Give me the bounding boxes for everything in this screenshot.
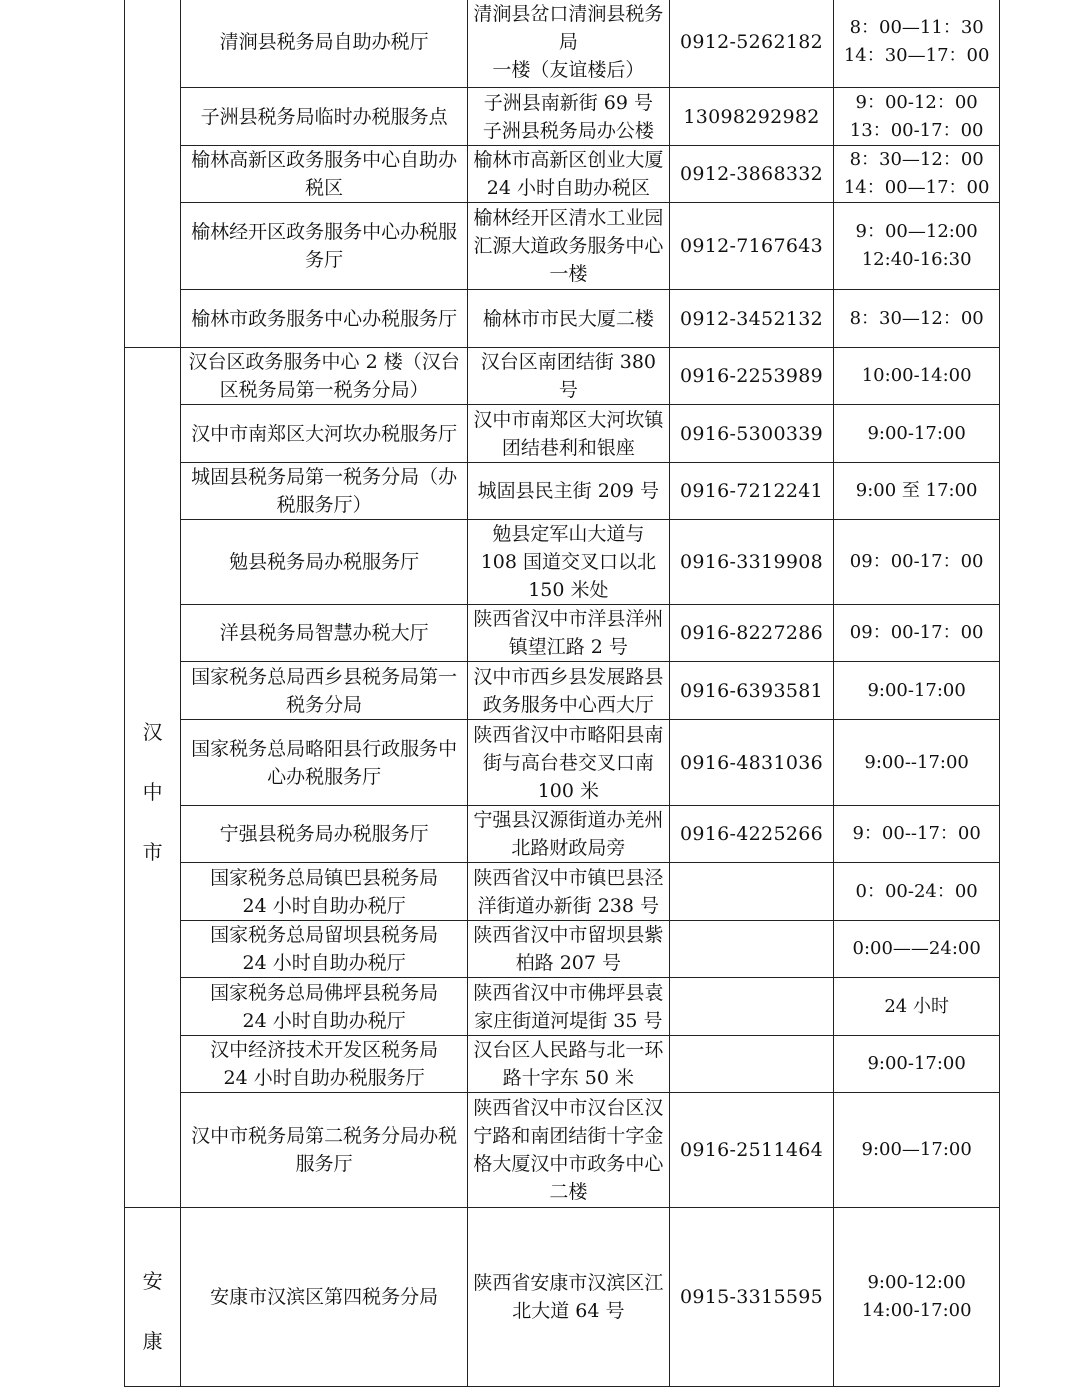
office-name: 国家税务总局镇巴县税务局 24 小时自助办税厅 bbox=[181, 863, 468, 921]
office-phone: 0912-3452132 bbox=[669, 290, 834, 348]
office-phone: 0916-8227286 bbox=[669, 605, 834, 662]
office-hours: 9：00—12:00 12:40-16:30 bbox=[834, 203, 1000, 290]
office-name: 国家税务总局留坝县税务局 24 小时自助办税厅 bbox=[181, 921, 468, 978]
tax-office-table-container bbox=[124, 0, 1000, 1387]
office-hours: 10:00-14:00 bbox=[834, 348, 1000, 405]
office-address: 陕西省汉中市留坝县紫柏路 207 号 bbox=[467, 921, 669, 978]
office-hours: 9:00-12:00 14:00-17:00 bbox=[834, 1208, 1000, 1387]
office-phone bbox=[669, 1036, 834, 1093]
office-phone: 0916-2253989 bbox=[669, 348, 834, 405]
office-address: 陕西省汉中市佛坪县袁家庄街道河堤街 35 号 bbox=[467, 978, 669, 1036]
office-name: 清涧县税务局自助办税厅 bbox=[181, 0, 468, 88]
office-address: 城固县民主街 209 号 bbox=[467, 463, 669, 520]
office-hours: 09：00-17：00 bbox=[834, 605, 1000, 662]
office-phone: 0916-2511464 bbox=[669, 1093, 834, 1208]
office-name: 汉中经济技术开发区税务局 24 小时自助办税服务厅 bbox=[181, 1036, 468, 1093]
office-hours: 0:00——24:00 bbox=[834, 921, 1000, 978]
office-hours: 9:00-17:00 bbox=[834, 405, 1000, 463]
city-char: 市 bbox=[142, 839, 163, 864]
office-name: 国家税务总局佛坪县税务局 24 小时自助办税厅 bbox=[181, 978, 468, 1036]
table-row bbox=[125, 978, 1000, 1036]
office-hours: 9：00--17：00 bbox=[834, 806, 1000, 863]
city-cell-ankang bbox=[125, 1208, 181, 1387]
office-address: 汉中市西乡县发展路县政务服务中心西大厅 bbox=[467, 662, 669, 720]
office-address: 陕西省汉中市略阳县南街与高台巷交叉口南 100 米 bbox=[467, 720, 669, 806]
city-char: 中 bbox=[142, 779, 163, 804]
office-phone bbox=[669, 921, 834, 978]
table-row bbox=[125, 88, 1000, 146]
office-phone: 0916-3319908 bbox=[669, 520, 834, 605]
table-row bbox=[125, 0, 1000, 88]
office-address: 汉台区南团结街 380 号 bbox=[467, 348, 669, 405]
city-cell-hanzhong bbox=[125, 348, 181, 1208]
office-phone: 0915-3315595 bbox=[669, 1208, 834, 1387]
office-address: 陕西省汉中市汉台区汉宁路和南团结街十字金格大厦汉中市政务中心二楼 bbox=[467, 1093, 669, 1208]
city-name-vertical bbox=[143, 1236, 163, 1386]
table-row bbox=[125, 463, 1000, 520]
city-char: 汉 bbox=[142, 719, 163, 744]
table-row bbox=[125, 203, 1000, 290]
office-hours: 24 小时 bbox=[834, 978, 1000, 1036]
table-row bbox=[125, 1036, 1000, 1093]
office-name: 榆林高新区政务服务中心自助办税区 bbox=[181, 146, 468, 203]
office-hours: 9:00-17:00 bbox=[834, 662, 1000, 720]
office-phone: 0916-6393581 bbox=[669, 662, 834, 720]
office-phone: 0916-7212241 bbox=[669, 463, 834, 520]
office-hours: 8：00—11：30 14：30—17：00 bbox=[834, 0, 1000, 88]
city-cell bbox=[125, 0, 181, 348]
office-hours: 09：00-17：00 bbox=[834, 520, 1000, 605]
table-row bbox=[125, 1208, 1000, 1387]
office-address: 清涧县岔口清涧县税务局 一楼（友谊楼后） bbox=[467, 0, 669, 88]
office-address: 汉台区人民路与北一环路十字东 50 米 bbox=[467, 1036, 669, 1093]
office-phone: 0916-4831036 bbox=[669, 720, 834, 806]
office-name: 勉县税务局办税服务厅 bbox=[181, 520, 468, 605]
office-hours: 8：30—12：00 bbox=[834, 290, 1000, 348]
office-name: 汉台区政务服务中心 2 楼（汉台区税务局第一税务分局） bbox=[181, 348, 468, 405]
office-address: 榆林市高新区创业大厦 24 小时自助办税区 bbox=[467, 146, 669, 203]
office-phone bbox=[669, 863, 834, 921]
table-row bbox=[125, 863, 1000, 921]
office-phone: 0912-7167643 bbox=[669, 203, 834, 290]
table-row bbox=[125, 348, 1000, 405]
office-name: 国家税务总局略阳县行政服务中心办税服务厅 bbox=[181, 720, 468, 806]
office-address: 陕西省汉中市镇巴县泾洋街道办新街 238 号 bbox=[467, 863, 669, 921]
office-phone: 0912-3868332 bbox=[669, 146, 834, 203]
office-address: 勉县定军山大道与 108 国道交叉口以北 150 米处 bbox=[467, 520, 669, 605]
office-name: 榆林经开区政务服务中心办税服务厅 bbox=[181, 203, 468, 290]
office-hours: 9:00-17:00 bbox=[834, 1036, 1000, 1093]
table-row bbox=[125, 921, 1000, 978]
office-phone: 0916-4225266 bbox=[669, 806, 834, 863]
office-phone bbox=[669, 978, 834, 1036]
office-hours: 0：00-24：00 bbox=[834, 863, 1000, 921]
table-row bbox=[125, 290, 1000, 348]
office-hours: 9:00--17:00 bbox=[834, 720, 1000, 806]
office-hours: 9:00 至 17:00 bbox=[834, 463, 1000, 520]
office-address: 陕西省汉中市洋县洋州镇望江路 2 号 bbox=[467, 605, 669, 662]
office-hours: 8：30—12：00 14：00—17：00 bbox=[834, 146, 1000, 203]
office-phone: 13098292982 bbox=[669, 88, 834, 146]
office-address: 宁强县汉源街道办羌州北路财政局旁 bbox=[467, 806, 669, 863]
office-address: 汉中市南郑区大河坎镇团结巷利和银座 bbox=[467, 405, 669, 463]
office-name: 城固县税务局第一税务分局（办税服务厅） bbox=[181, 463, 468, 520]
office-hours: 9:00—17:00 bbox=[834, 1093, 1000, 1208]
office-address: 陕西省安康市汉滨区江北大道 64 号 bbox=[467, 1208, 669, 1387]
office-hours: 9：00-12：00 13：00-17：00 bbox=[834, 88, 1000, 146]
office-name: 子洲县税务局临时办税服务点 bbox=[181, 88, 468, 146]
office-name: 汉中市税务局第二税务分局办税服务厅 bbox=[181, 1093, 468, 1208]
office-address: 榆林市市民大厦二楼 bbox=[467, 290, 669, 348]
table-row bbox=[125, 146, 1000, 203]
city-name-vertical bbox=[143, 687, 163, 897]
table-row bbox=[125, 520, 1000, 605]
table-row bbox=[125, 720, 1000, 806]
office-name: 安康市汉滨区第四税务分局 bbox=[181, 1208, 468, 1387]
table-row bbox=[125, 605, 1000, 662]
table-row bbox=[125, 1093, 1000, 1208]
city-char: 安 bbox=[142, 1269, 163, 1293]
office-name: 国家税务总局西乡县税务局第一税务分局 bbox=[181, 662, 468, 720]
office-address: 榆林经开区清水工业园汇源大道政务服务中心一楼 bbox=[467, 203, 669, 290]
office-phone: 0916-5300339 bbox=[669, 405, 834, 463]
table-row bbox=[125, 806, 1000, 863]
office-name: 汉中市南郑区大河坎办税服务厅 bbox=[181, 405, 468, 463]
office-phone: 0912-5262182 bbox=[669, 0, 834, 88]
tax-office-table bbox=[124, 0, 1000, 1387]
table-row bbox=[125, 405, 1000, 463]
office-address: 子洲县南新街 69 号 子洲县税务局办公楼 bbox=[467, 88, 669, 146]
office-name: 榆林市政务服务中心办税服务厅 bbox=[181, 290, 468, 348]
office-name: 洋县税务局智慧办税大厅 bbox=[181, 605, 468, 662]
office-name: 宁强县税务局办税服务厅 bbox=[181, 806, 468, 863]
table-row bbox=[125, 662, 1000, 720]
city-char: 康 bbox=[142, 1329, 163, 1353]
